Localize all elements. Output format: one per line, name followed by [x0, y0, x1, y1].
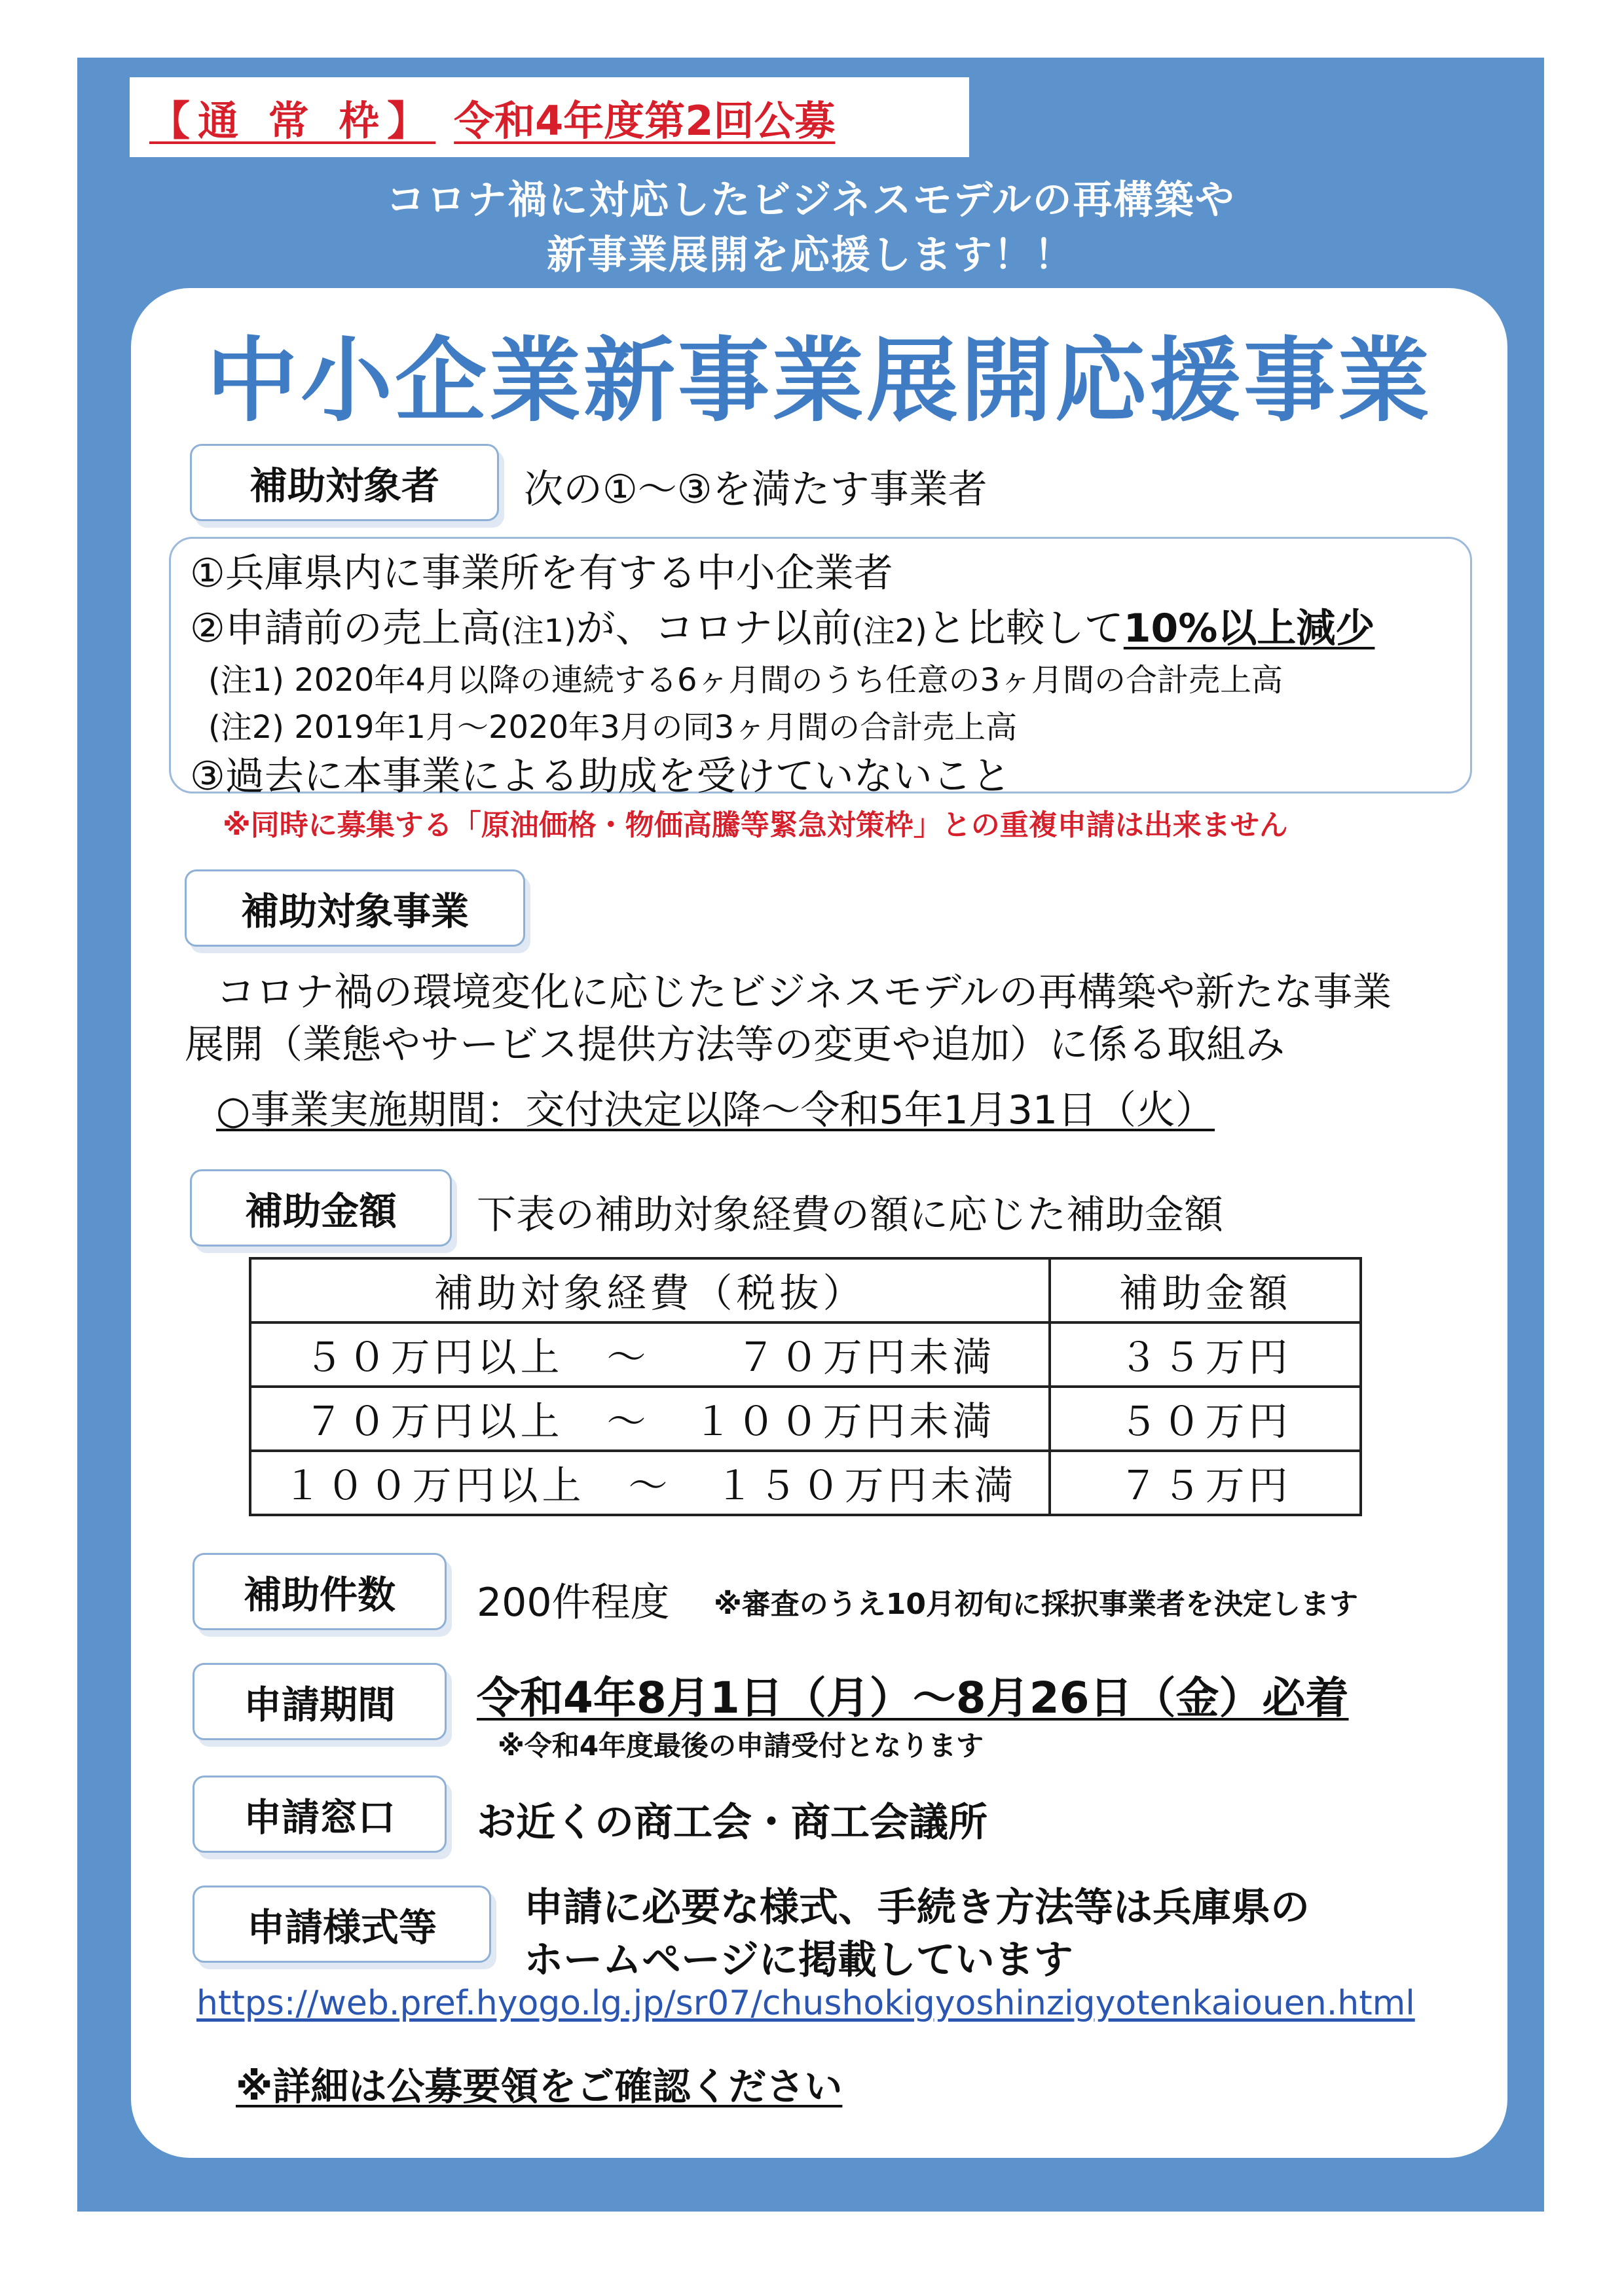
banner-line-1: コロナ禍に対応したビジネスモデルの再構築や — [386, 177, 1236, 223]
condition-3: ③過去に本事業による助成を受けていないこと — [190, 754, 1011, 799]
duplicate-warning: ※同時に募集する「原油価格・物価高騰等緊急対策枠」との重複申請は出来ません — [223, 809, 1288, 842]
condition-2-text-c: と比較して — [927, 606, 1124, 651]
note-1: (注1) 2020年4月以降の連続する6ヶ月間のうち任意の3ヶ月間の合計売上高 — [208, 662, 1283, 699]
expense-cell: ５０万円以上 ～ ７０万円未満 — [250, 1322, 1050, 1387]
condition-2-emphasis: 10%以上減少 — [1123, 606, 1375, 651]
application-window: お近くの商工会・商工会議所 — [477, 1800, 987, 1846]
amount-cell: ５０万円 — [1050, 1387, 1361, 1451]
amount-label: 補助金額 — [190, 1169, 452, 1247]
condition-2-note-ref-1: (注1) — [500, 613, 576, 649]
table-row — [250, 1387, 1361, 1451]
window-label: 申請窓口 — [193, 1776, 447, 1853]
page-title: 中小企業新事業展開応援事業 — [206, 328, 1432, 435]
forms-line-1: 申請に必要な様式、手続き方法等は兵庫県の — [524, 1885, 1310, 1931]
expense-cell: １００万円以上 ～ １５０万円未満 — [250, 1451, 1050, 1515]
table-row — [250, 1451, 1361, 1515]
forms-line-2: ホームページに掲載しています — [524, 1937, 1073, 1983]
project-label: 補助対象事業 — [185, 869, 525, 947]
note-2: (注2) 2019年1月～2020年3月の同3ヶ月間の合計売上高 — [208, 709, 1018, 746]
grant-table — [249, 1257, 1362, 1516]
forms-label: 申請様式等 — [193, 1886, 491, 1963]
header-expense: 補助対象経費（税抜） — [250, 1258, 1050, 1322]
condition-2-note-ref-2: (注2) — [851, 613, 927, 649]
count-note: ※審査のうえ10月初旬に採択事業者を決定します — [714, 1588, 1359, 1621]
banner-line-2: 新事業展開を応援します！！ — [547, 232, 1075, 278]
prefecture-url-link[interactable]: https://web.pref.hyogo.lg.jp/sr07/chushokigyoshinzigyotenkaiouen.html — [196, 1984, 1415, 2023]
condition-2-text-b: が、コロナ以前 — [576, 606, 851, 651]
condition-1: ①兵庫県内に事業所を有する中小企業者 — [190, 551, 893, 596]
amount-intro: 下表の補助対象経費の額に応じた補助金額 — [477, 1192, 1223, 1238]
eligibility-label: 補助対象者 — [190, 444, 499, 521]
frame-kind: 【通 常 枠】 — [149, 96, 436, 145]
round-title: 令和4年度第2回公募 — [454, 96, 836, 145]
eligibility-intro: 次の①～③を満たす事業者 — [524, 467, 987, 513]
footer-note: ※詳細は公募要領をご確認ください — [236, 2064, 843, 2109]
period-note: ※令和4年度最後の申請受付となります — [498, 1730, 984, 1762]
table-header-row — [250, 1258, 1361, 1322]
amount-cell: ７５万円 — [1050, 1451, 1361, 1515]
expense-cell: ７０万円以上 ～ １００万円未満 — [250, 1387, 1050, 1451]
count-value: 200件程度 — [477, 1580, 670, 1626]
count-label: 補助件数 — [193, 1553, 447, 1630]
project-line-1: コロナ禍の環境変化に応じたビジネスモデルの再構築や新たな事業 — [216, 970, 1392, 1015]
header-amount: 補助金額 — [1050, 1258, 1361, 1322]
period-label: 申請期間 — [193, 1663, 447, 1740]
table-row — [250, 1322, 1361, 1387]
call-header — [130, 77, 969, 157]
amount-cell: ３５万円 — [1050, 1322, 1361, 1387]
application-period: 令和4年8月1日（月）～8月26日（金）必着 — [477, 1673, 1349, 1723]
implementation-period: ○事業実施期間：交付決定以降～令和5年1月31日（火） — [216, 1087, 1215, 1133]
condition-2 — [190, 597, 1375, 653]
project-line-2: 展開（業態やサービス提供方法等の変更や追加）に係る取組み — [185, 1022, 1285, 1068]
condition-2-text-a: ②申請前の売上高 — [190, 606, 500, 651]
